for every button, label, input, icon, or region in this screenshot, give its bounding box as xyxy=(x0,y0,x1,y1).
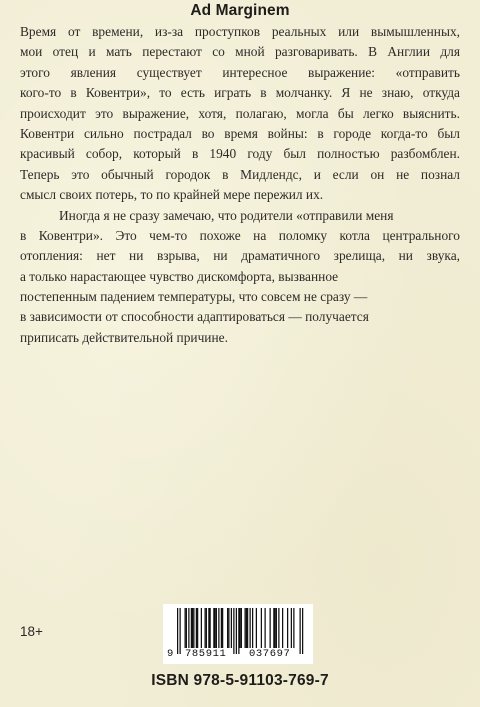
publisher-name: Ad Marginem xyxy=(190,2,290,19)
text-line: кого-то в Ковентри», то есть играть в молчанку. Я не знаю, откуда xyxy=(20,85,460,101)
barcode-bar xyxy=(278,608,279,648)
text-line: красивый собор, который в 1940 году был полностью разбомблен. xyxy=(20,146,460,162)
text-line: Ковентри сильно пострадал во время войны: в городе когда-то был xyxy=(20,125,460,141)
isbn-number: ISBN 978-5-91103-769-7 xyxy=(151,672,329,689)
barcode-bar xyxy=(282,608,283,648)
barcode-bar xyxy=(218,608,219,648)
barcode-bar xyxy=(180,608,181,654)
text-line: смысл своих потерь, то по крайней мере пережил их. xyxy=(20,187,324,203)
barcode-bar xyxy=(192,608,193,648)
barcode-bar xyxy=(252,608,253,648)
barcode-bar xyxy=(221,608,222,648)
barcode-bar xyxy=(191,608,192,648)
text-line: Теперь это обычный городок в Мидлендс, и если он не познал xyxy=(20,166,460,182)
barcode-bar xyxy=(215,608,216,648)
barcode-bar xyxy=(188,608,189,648)
barcode-bar xyxy=(245,608,246,648)
barcode-bar xyxy=(228,608,229,648)
barcode-bar xyxy=(246,608,247,648)
barcode-bar xyxy=(227,608,228,648)
text-line: а только нарастающее чувство дискомфорта, вызванное xyxy=(20,268,339,284)
barcode-bar xyxy=(186,608,187,648)
text-line: в зависимости от способности адаптироваться — получается xyxy=(20,309,369,325)
barcode-bar xyxy=(302,608,303,654)
barcode-bar xyxy=(261,608,262,648)
text-line: отопления: нет ни взрыва, ни драматичного зрелища, ни звука, xyxy=(20,248,460,264)
barcode-bar xyxy=(293,608,294,648)
barcode-left-digits: 785911 xyxy=(185,648,227,660)
barcode-right-digits: 037697 xyxy=(249,648,291,660)
barcode-first-digit: 9 xyxy=(167,648,174,660)
barcode-bar xyxy=(196,608,197,648)
text-line: происходит это выражение, хотя, полагаю, могла бы легко выяснить. xyxy=(20,105,460,121)
barcode-bar xyxy=(210,608,211,648)
text-line: приписать действительной причине. xyxy=(20,329,228,345)
barcode-bar xyxy=(273,608,274,648)
isbn-barcode xyxy=(163,604,313,664)
barcode-bar xyxy=(265,608,266,648)
barcode-bar xyxy=(276,608,277,648)
barcode-bar xyxy=(213,608,214,648)
barcode-bar xyxy=(270,608,271,648)
barcode-bar xyxy=(236,608,237,654)
barcode-bar xyxy=(231,608,232,648)
barcode-bar xyxy=(206,608,207,648)
barcode-bar xyxy=(222,608,223,648)
text-line: в Ковентри». Это чем-то похоже на поломку котла центрального xyxy=(20,227,460,243)
barcode-bar xyxy=(201,608,202,648)
text-line: этого явления существует интересное выражение: «отправить xyxy=(20,64,460,80)
text-line: Время от времени, из-за проступков реальных или вымышленных, xyxy=(20,24,460,39)
barcode-bar xyxy=(250,608,251,648)
barcode-bar xyxy=(247,608,248,648)
barcode-bar xyxy=(208,608,209,648)
barcode-bar xyxy=(233,608,234,654)
barcode-bar xyxy=(177,608,178,654)
text-line: постепенным падением температуры, что совсем не сразу — xyxy=(20,289,368,305)
blurb-text xyxy=(20,22,460,348)
text-line: Иногда я не сразу замечаю, что родители «отправили меня xyxy=(59,207,394,223)
age-rating: 18+ xyxy=(20,624,43,639)
barcode-bar xyxy=(256,608,257,648)
barcode-bar xyxy=(300,608,301,654)
barcode-bar xyxy=(241,608,242,648)
barcode-bar xyxy=(193,608,194,648)
text-line: мои отец и мать перестают со мной разговаривать. В Англии для xyxy=(20,44,460,60)
barcode-bar xyxy=(216,608,217,648)
barcode-bar xyxy=(197,608,198,648)
barcode-bar xyxy=(291,608,292,648)
barcode-bar xyxy=(238,608,239,654)
barcode-bar xyxy=(185,608,186,648)
barcode-bar xyxy=(275,608,276,648)
barcode-bar xyxy=(287,608,288,648)
barcode-bar xyxy=(205,608,206,648)
barcode-bar xyxy=(240,608,241,648)
